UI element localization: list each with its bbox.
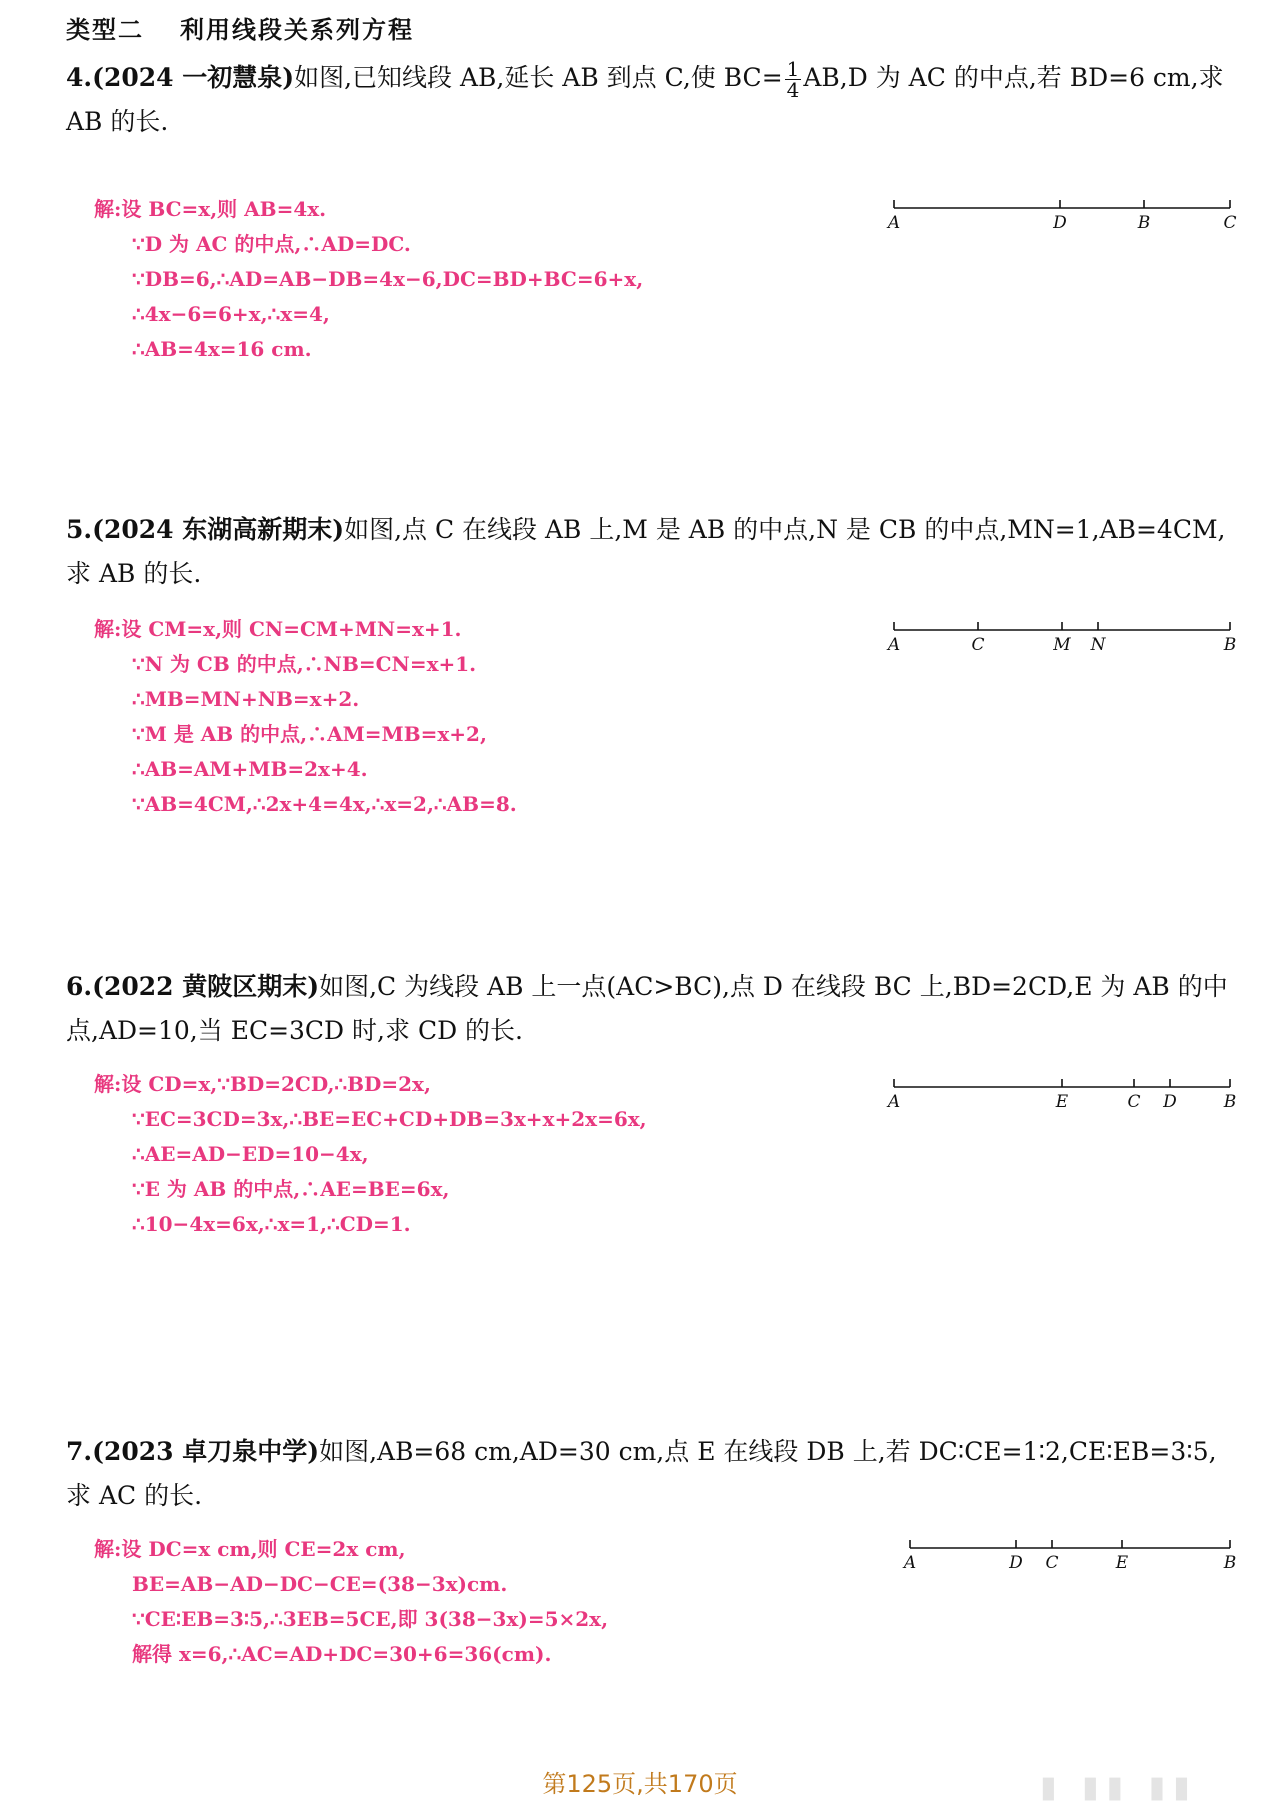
segment-diagram xyxy=(896,1530,1246,1580)
page-footer: 第125页,共170页 xyxy=(542,1770,738,1798)
point-label-m: M xyxy=(1053,635,1071,655)
solution-line: ∴10−4x=6x,∴x=1,∴CD=1. xyxy=(132,1212,411,1236)
point-label-d: D xyxy=(1163,1092,1177,1112)
section-heading: 利用线段关系列方程 xyxy=(180,16,414,44)
figure-7 xyxy=(896,1530,1246,1580)
problem-6 xyxy=(66,965,1241,1053)
fraction xyxy=(785,59,802,100)
solution-line: ∵CE∶EB=3∶5,∴3EB=5CE,即 3(38−3x)=5×2x, xyxy=(132,1607,609,1631)
figure-6 xyxy=(880,1069,1240,1119)
solution-4 xyxy=(94,192,643,367)
point-label-b: B xyxy=(1223,635,1237,655)
segment-diagram xyxy=(880,612,1240,662)
solution-line: ∴MB=MN+NB=x+2. xyxy=(132,687,360,711)
problem-number: 7. xyxy=(66,1437,93,1466)
solution-line: ∵M 是 AB 的中点,∴AM=MB=x+2, xyxy=(132,722,487,746)
problem-text: 如图,点 C 在线段 AB 上,M 是 AB 的中点,N 是 CB 的中点,MN=1,AB=4CM,求 AB 的长. xyxy=(66,515,1226,588)
fraction-denominator: 4 xyxy=(786,78,800,102)
solution-line: 解:设 DC=x cm,则 CE=2x cm, xyxy=(94,1537,406,1561)
figure-4 xyxy=(880,190,1240,240)
section-label: 类型二 xyxy=(66,16,144,44)
point-label-d: D xyxy=(1009,1553,1023,1573)
problem-number: 4. xyxy=(66,63,93,92)
point-label-b: B xyxy=(1137,213,1151,233)
solution-line: ∴4x−6=6+x,∴x=4, xyxy=(132,302,330,326)
problem-5 xyxy=(66,508,1241,596)
solution-line: ∵EC=3CD=3x,∴BE=EC+CD+DB=3x+x+2x=6x, xyxy=(132,1107,647,1131)
point-label-c: C xyxy=(971,635,985,655)
problem-7 xyxy=(66,1430,1241,1518)
point-label-b: B xyxy=(1223,1092,1237,1112)
point-label-c: C xyxy=(1223,213,1237,233)
solution-6 xyxy=(94,1067,647,1242)
problem-text: 如图,AB=68 cm,AD=30 cm,点 E 在线段 DB 上,若 DC∶CE=1∶2,CE∶EB=3∶5,求 AC 的长. xyxy=(66,1437,1217,1510)
point-label-a: A xyxy=(887,1092,901,1112)
solution-line: ∵E 为 AB 的中点,∴AE=BE=6x, xyxy=(132,1177,450,1201)
problem-text: 如图,C 为线段 AB 上一点(AC>BC),点 D 在线段 BC 上,BD=2CD,E 为 AB 的中点,AD=10,当 EC=3CD 时,求 CD 的长. xyxy=(66,972,1228,1045)
solution-line: ∵AB=4CM,∴2x+4=4x,∴x=2,∴AB=8. xyxy=(132,792,517,816)
scan-artifact-icon: ▮ ▮▮ ▮▮ xyxy=(1040,1770,1198,1805)
problem-text: 如图,已知线段 AB,延长 AB 到点 C,使 BC= xyxy=(294,63,783,92)
problem-4 xyxy=(66,56,1241,144)
solution-7 xyxy=(94,1532,608,1672)
problem-text-continued: AB,D 为 AC 的中点,若 BD=6 cm,求 AB 的长. xyxy=(66,63,1224,136)
problem-source: (2022 黄陂区期末) xyxy=(92,972,320,1001)
solution-line: 解:设 CM=x,则 CN=CM+MN=x+1. xyxy=(94,617,462,641)
problem-number: 6. xyxy=(66,972,93,1001)
segment-diagram xyxy=(880,190,1240,240)
point-label-a: A xyxy=(887,213,901,233)
problem-number: 5. xyxy=(66,515,93,544)
solution-line: 解:设 BC=x,则 AB=4x. xyxy=(94,197,327,221)
point-label-c: C xyxy=(1045,1553,1059,1573)
point-label-b: B xyxy=(1223,1553,1237,1573)
solution-line: 解:设 CD=x,∵BD=2CD,∴BD=2x, xyxy=(94,1072,431,1096)
solution-line: BE=AB−AD−DC−CE=(38−3x)cm. xyxy=(132,1572,508,1596)
section-title xyxy=(66,10,414,45)
point-label-n: N xyxy=(1090,635,1106,655)
point-label-a: A xyxy=(903,1553,917,1573)
point-label-c: C xyxy=(1127,1092,1141,1112)
fraction-numerator: 1 xyxy=(786,57,800,81)
figure-5 xyxy=(880,612,1240,662)
solution-line: 解得 x=6,∴AC=AD+DC=30+6=36(cm). xyxy=(132,1642,552,1666)
point-label-e: E xyxy=(1115,1553,1129,1573)
segment-diagram xyxy=(880,1069,1240,1119)
solution-5 xyxy=(94,612,517,822)
point-label-a: A xyxy=(887,635,901,655)
solution-line: ∴AB=AM+MB=2x+4. xyxy=(132,757,368,781)
solution-line: ∵DB=6,∴AD=AB−DB=4x−6,DC=BD+BC=6+x, xyxy=(132,267,644,291)
problem-source: (2023 卓刀泉中学) xyxy=(92,1437,320,1466)
solution-line: ∵D 为 AC 的中点,∴AD=DC. xyxy=(132,232,411,256)
problem-source: (2024 一初慧泉) xyxy=(92,63,295,92)
solution-line: ∴AB=4x=16 cm. xyxy=(132,337,312,361)
point-label-e: E xyxy=(1055,1092,1069,1112)
problem-source: (2024 东湖高新期末) xyxy=(92,515,345,544)
solution-line: ∴AE=AD−ED=10−4x, xyxy=(132,1142,369,1166)
point-label-d: D xyxy=(1053,213,1067,233)
solution-line: ∵N 为 CB 的中点,∴NB=CN=x+1. xyxy=(132,652,477,676)
